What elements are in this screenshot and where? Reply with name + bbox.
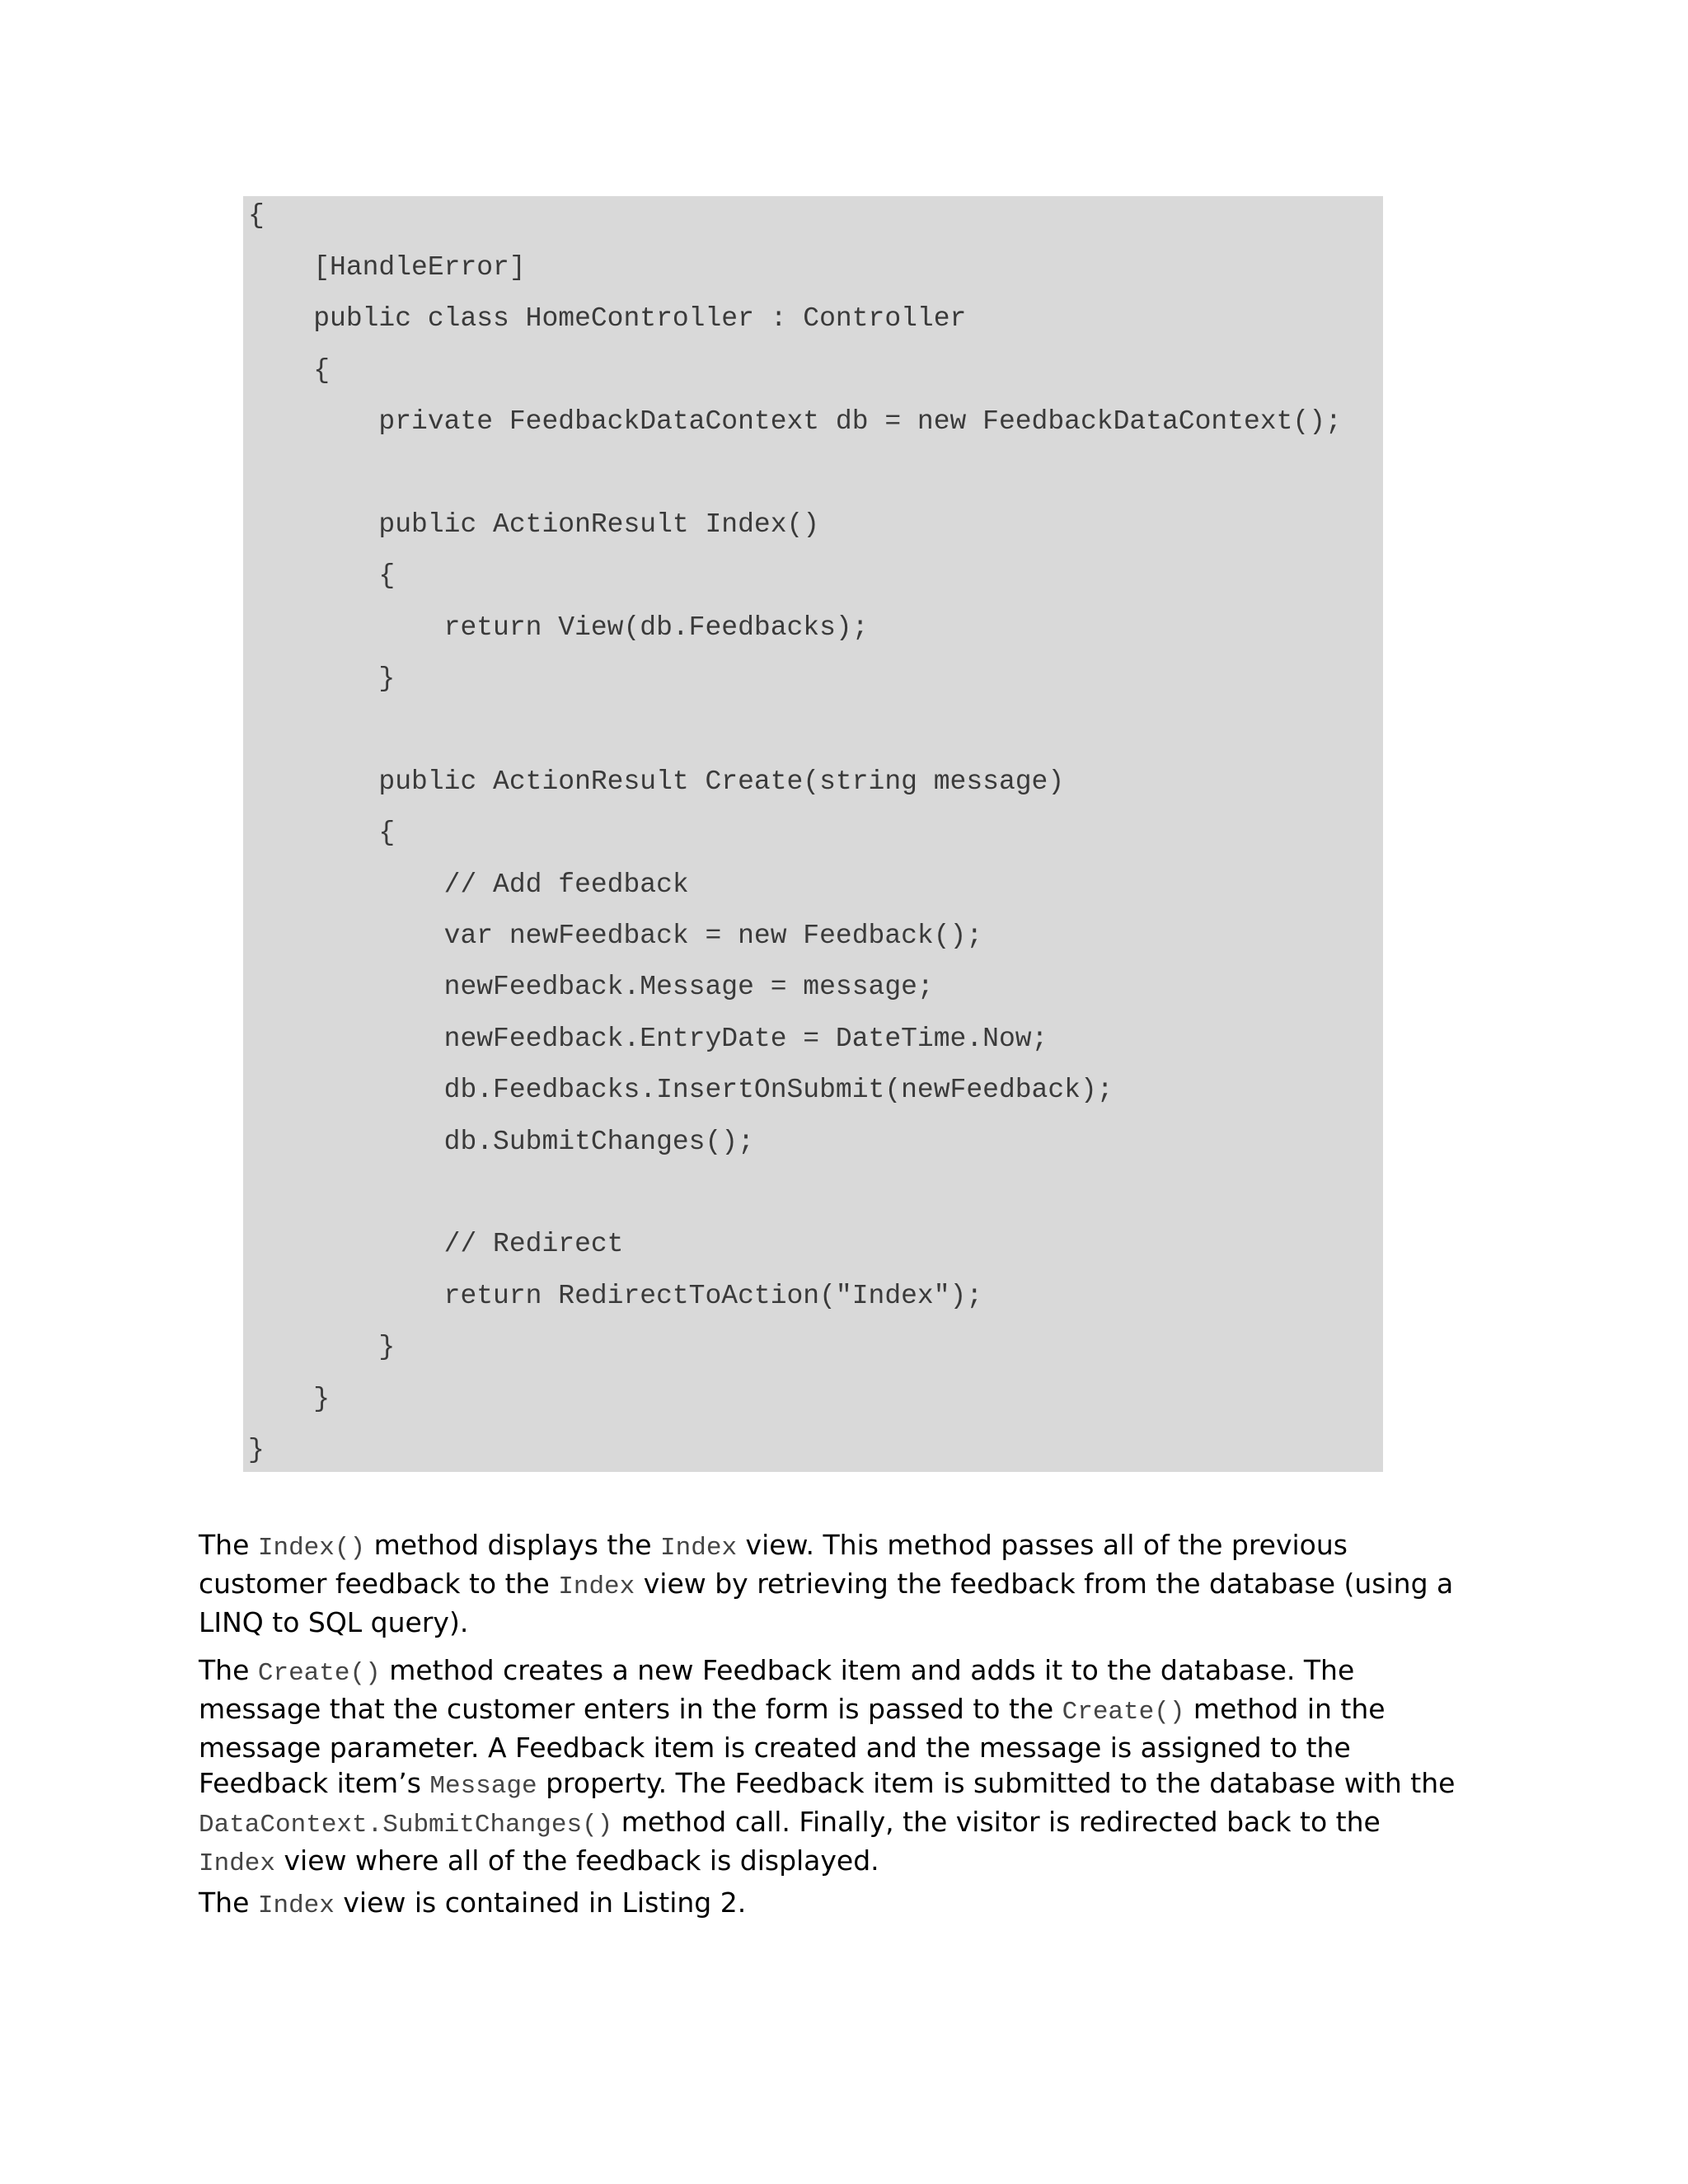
text-run: message that the customer enters in the form is passed to the	[199, 1693, 1062, 1725]
code-line: // Redirect	[248, 1229, 624, 1259]
text-run: view by retrieving the feedback from the database (using a	[635, 1568, 1454, 1600]
code-line: {	[248, 560, 396, 591]
code-line: public class HomeController : Controller	[248, 303, 967, 334]
code-line: newFeedback.EntryDate = DateTime.Now;	[248, 1024, 1048, 1054]
text-run: The	[199, 1886, 258, 1919]
code-line: db.Feedbacks.InsertOnSubmit(newFeedback);	[248, 1075, 1114, 1105]
text-run: property. The Feedback item is submitted to the database with the	[537, 1767, 1456, 1799]
inline-code: Message	[429, 1772, 537, 1801]
inline-code: Create()	[257, 1659, 381, 1688]
text-line	[199, 1843, 1501, 1882]
inline-code: Index	[660, 1534, 738, 1563]
code-line: [HandleError]	[248, 252, 526, 283]
code-line: public ActionResult Create(string message)	[248, 766, 1065, 797]
text-run: view where all of the feedback is displayed.	[275, 1844, 879, 1877]
code-line: return RedirectToAction("Index");	[248, 1281, 983, 1311]
text-run: The	[199, 1529, 258, 1561]
inline-code: Index()	[257, 1534, 366, 1563]
code-line: public ActionResult Index()	[248, 509, 820, 540]
text-line	[199, 1527, 1501, 1566]
text-run: The	[199, 1654, 258, 1686]
text-run: method displays the	[365, 1529, 661, 1561]
code-line: db.SubmitChanges();	[248, 1127, 754, 1157]
text-line	[199, 1691, 1501, 1730]
code-line: }	[248, 1384, 331, 1414]
text-line: message parameter. A Feedback item is created and the message is assigned to the	[199, 1732, 1351, 1764]
code-line: {	[248, 355, 331, 386]
text-line	[199, 1885, 1501, 1924]
code-line: var newFeedback = new Feedback();	[248, 921, 983, 951]
text-run: view. This method passes all of the previous	[737, 1529, 1348, 1561]
text-line	[199, 1765, 1501, 1804]
inline-code: Create()	[1062, 1698, 1185, 1727]
inline-code: Index	[257, 1891, 335, 1920]
code-line: {	[248, 200, 265, 231]
code-line: }	[248, 1435, 265, 1465]
text-run: method in the	[1184, 1693, 1386, 1725]
code-line: return View(db.Feedbacks);	[248, 612, 869, 643]
code-line: newFeedback.Message = message;	[248, 972, 934, 1002]
inline-code: Index	[199, 1849, 276, 1878]
text-line: LINQ to SQL query).	[199, 1606, 469, 1638]
paragraph-listing-reference	[199, 1885, 1501, 1924]
code-line: }	[248, 663, 396, 694]
code-line: private FeedbackDataContext db = new FeedbackDataContext();	[248, 406, 1342, 437]
text-run: method creates a new Feedback item and adds it to the database. The	[380, 1654, 1355, 1686]
inline-code: Index	[558, 1572, 635, 1601]
code-listing	[243, 196, 1383, 1472]
code-line: // Add feedback	[248, 869, 689, 900]
text-line	[199, 1566, 1501, 1605]
paragraph-create-method	[199, 1652, 1501, 1882]
inline-code: DataContext.SubmitChanges()	[199, 1811, 613, 1840]
text-run: view is contained in Listing 2.	[334, 1886, 747, 1919]
text-line	[199, 1652, 1501, 1691]
paragraph-index-method	[199, 1527, 1501, 1640]
text-line	[199, 1804, 1501, 1843]
code-line: }	[248, 1332, 396, 1362]
text-run: Feedback item’s	[199, 1767, 430, 1799]
text-run: customer feedback to the	[199, 1568, 559, 1600]
code-line: {	[248, 818, 396, 848]
text-run: method call. Finally, the visitor is redirected back to the	[612, 1806, 1381, 1838]
